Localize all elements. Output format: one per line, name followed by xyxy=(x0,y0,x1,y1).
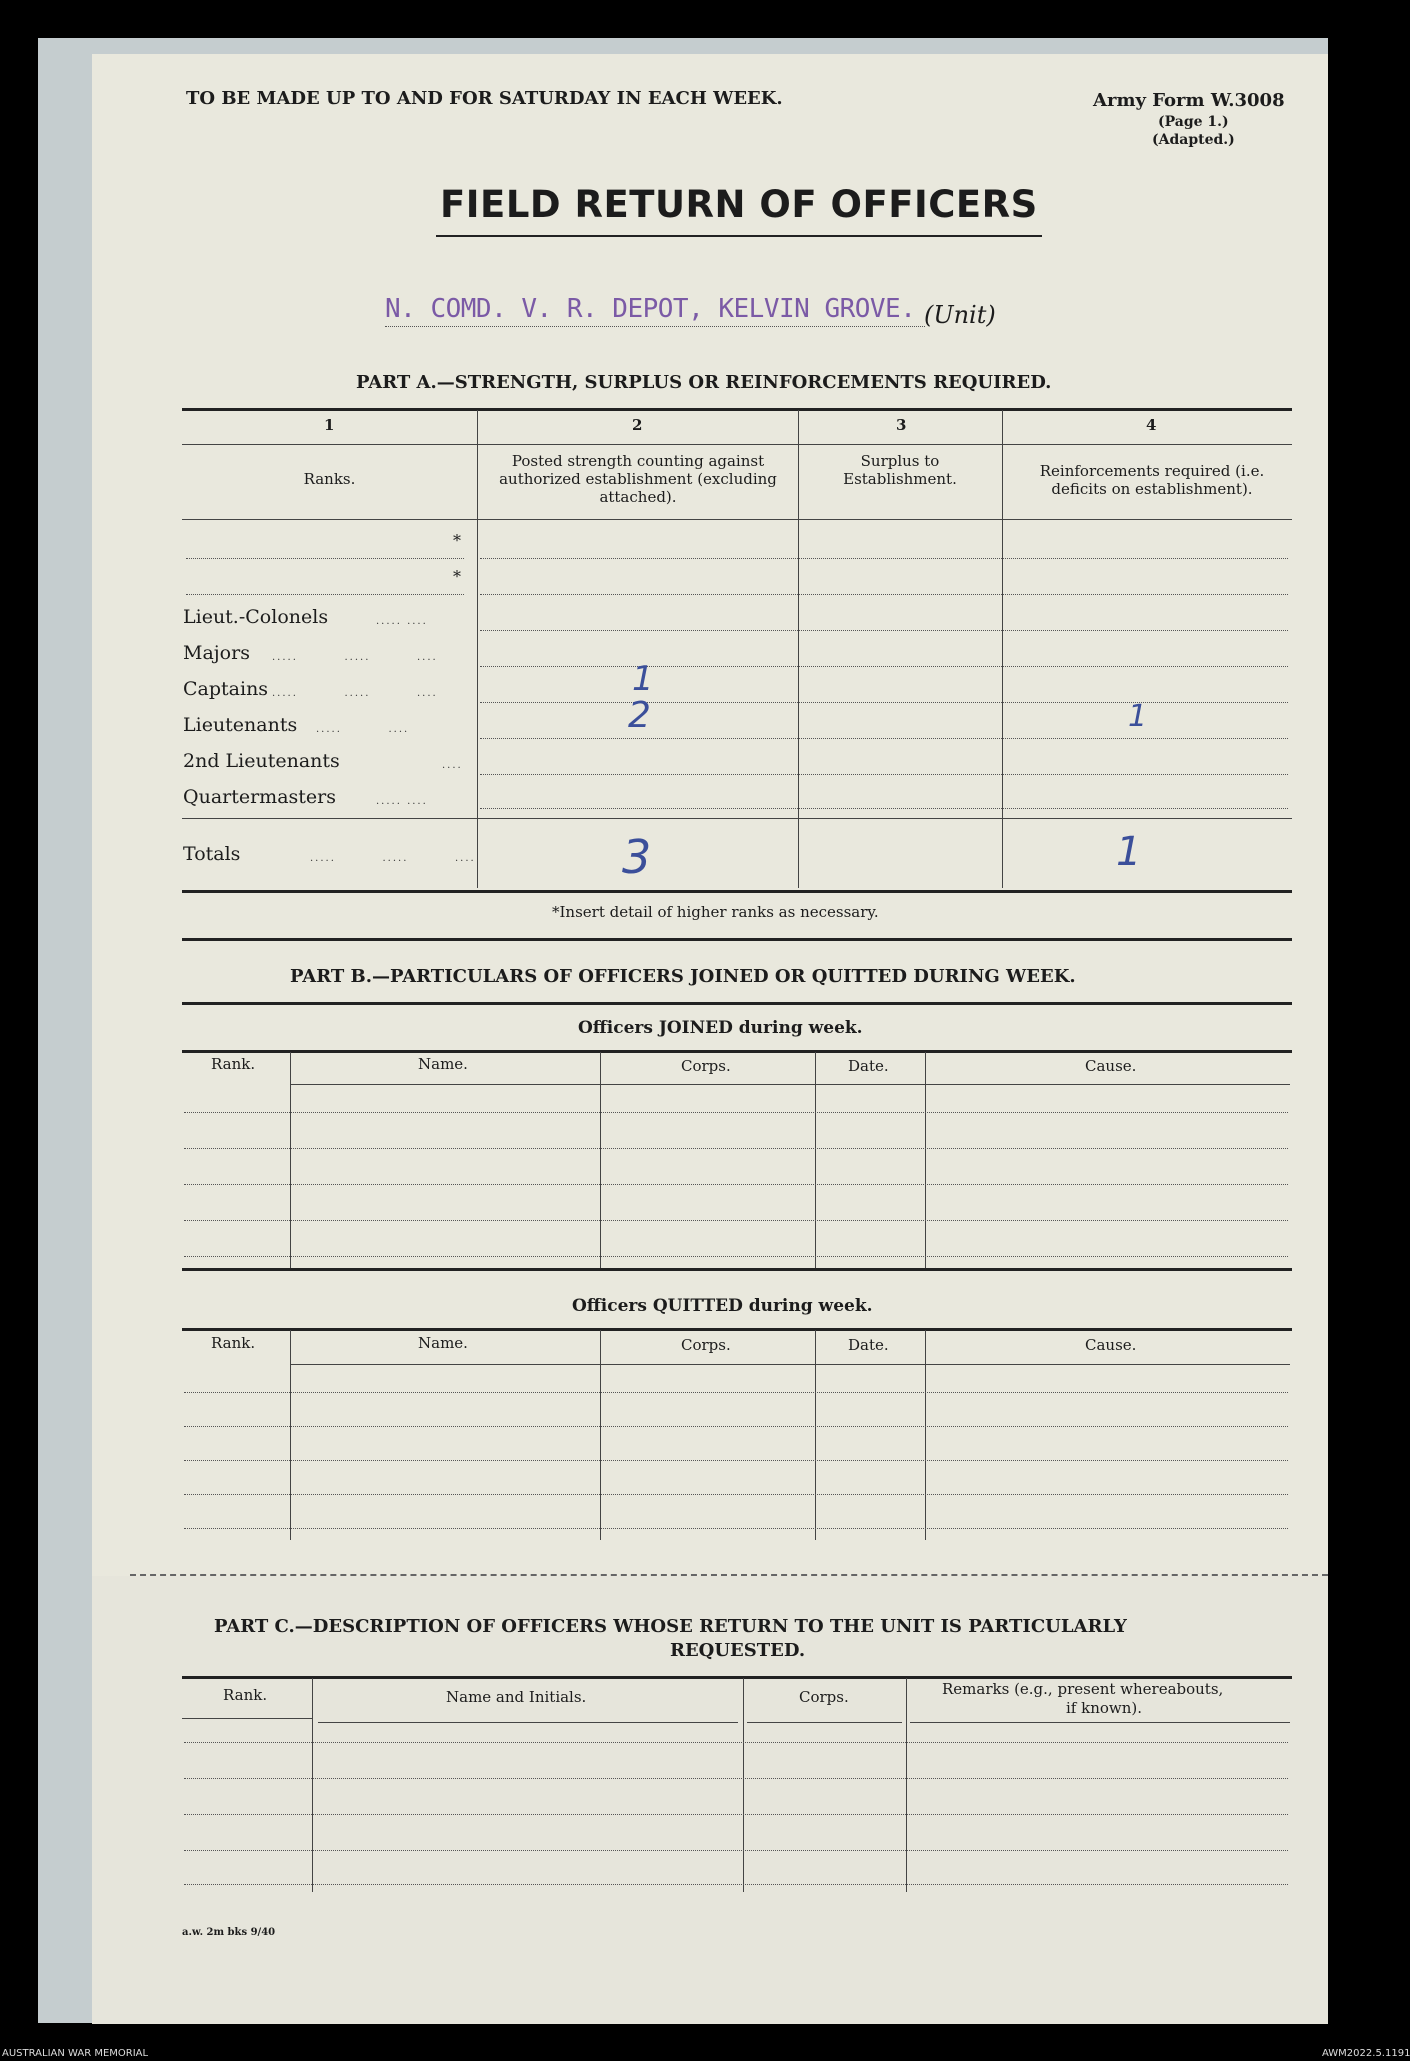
leader-dots: .... xyxy=(442,760,463,771)
col-number-4: 4 xyxy=(1146,416,1157,434)
part-c-header-rule xyxy=(910,1722,1290,1723)
star-row-line-2 xyxy=(186,594,464,595)
captains-posted: 1 xyxy=(632,659,654,699)
joined-col-date: Date. xyxy=(848,1057,889,1075)
col-number-1: 1 xyxy=(324,416,335,434)
part-b-top-rule xyxy=(182,1002,1292,1005)
part-a-top-rule xyxy=(182,408,1292,411)
unit-label: (Unit) xyxy=(924,301,996,329)
form-adapted: (Adapted.) xyxy=(1152,132,1235,148)
leader-dots: ..... ..... .... xyxy=(272,652,438,663)
part-c-heading-line2: REQUESTED. xyxy=(670,1640,806,1661)
joined-heading: Officers JOINED during week. xyxy=(578,1018,863,1038)
joined-col-name: Name. xyxy=(418,1055,468,1073)
grid-line-1 xyxy=(480,558,1288,559)
lieutenants-reinforcements: 1 xyxy=(1128,699,1148,734)
rank-label: Lieut.-Colonels xyxy=(183,606,329,628)
form-number: Army Form W.3008 xyxy=(1093,90,1285,111)
rank-label: Captains xyxy=(183,678,269,700)
rank-label: Majors xyxy=(183,642,250,664)
grid-line-7 xyxy=(480,774,1288,775)
quitted-line xyxy=(184,1392,1288,1393)
leader-dots: ..... .... xyxy=(376,616,428,627)
part-a-footnote: *Insert detail of higher ranks as necessary. xyxy=(552,903,879,921)
totals-rule xyxy=(182,818,1292,819)
part-c-line xyxy=(184,1814,1288,1815)
page-title: FIELD RETURN OF OFFICERS xyxy=(440,183,1038,226)
rank-label: Quartermasters xyxy=(183,786,336,808)
part-a-heading: PART A.—STRENGTH, SURPLUS OR REINFORCEMENTS REQUIRED. xyxy=(356,372,1052,393)
quitted-col-cause: Cause. xyxy=(1085,1336,1137,1354)
totals-posted: 3 xyxy=(622,830,652,884)
part-a-header-rule xyxy=(182,519,1292,520)
unit-dotted-line xyxy=(385,326,925,327)
joined-line xyxy=(184,1256,1288,1257)
star-row-line-1 xyxy=(186,558,464,559)
part-c-line xyxy=(184,1778,1288,1779)
joined-col-cause: Cause. xyxy=(1085,1057,1137,1075)
part-c-top-rule xyxy=(182,1676,1292,1679)
grid-line-2 xyxy=(480,594,1288,595)
quitted-line xyxy=(184,1426,1288,1427)
leader-dots: ..... .... xyxy=(376,796,428,807)
grid-line-8 xyxy=(480,808,1288,809)
part-a-col-divider-3 xyxy=(1002,410,1003,888)
joined-header-rule xyxy=(290,1084,1290,1085)
part-c-col-rank: Rank. xyxy=(223,1686,268,1704)
quitted-col-rank: Rank. xyxy=(211,1334,256,1352)
rank-label: 2nd Lieutenants xyxy=(183,750,340,772)
joined-line xyxy=(184,1148,1288,1149)
quitted-col-corps: Corps. xyxy=(681,1336,731,1354)
part-c-line xyxy=(184,1884,1288,1885)
col-header-ranks: Ranks. xyxy=(303,470,356,488)
instruction-text: TO BE MADE UP TO AND FOR SATURDAY IN EACH WEEK. xyxy=(186,88,783,109)
joined-bottom-rule xyxy=(182,1268,1292,1271)
quitted-divider-2 xyxy=(600,1330,601,1540)
quitted-col-name: Name. xyxy=(418,1334,468,1352)
part-c-header-rule xyxy=(318,1722,738,1723)
part-c-header-rule xyxy=(182,1718,312,1719)
quitted-divider-4 xyxy=(925,1330,926,1540)
col-number-2: 2 xyxy=(632,416,643,434)
leader-dots: ..... ..... .... xyxy=(272,688,438,699)
totals-label: Totals xyxy=(183,843,241,865)
leader-dots: ..... ..... .... xyxy=(310,853,476,864)
quitted-top-rule xyxy=(182,1328,1292,1331)
perforation-line xyxy=(130,1574,1328,1576)
col-header-posted: Posted strength counting against authorized establishment (excluding attached). xyxy=(499,452,777,506)
part-a-col-divider-1 xyxy=(477,410,478,888)
part-c-col-remarks-1: Remarks (e.g., present whereabouts, xyxy=(942,1680,1224,1698)
part-a-end-rule xyxy=(182,938,1292,941)
title-underline xyxy=(436,235,1042,237)
part-c-divider-2 xyxy=(743,1678,744,1892)
grid-line-4 xyxy=(480,666,1288,667)
joined-line xyxy=(184,1184,1288,1185)
grid-line-3 xyxy=(480,630,1288,631)
part-a-col-divider-2 xyxy=(798,410,799,888)
col-header-surplus: Surplus to Establishment. xyxy=(843,452,957,488)
lieutenants-posted: 2 xyxy=(628,695,651,736)
quitted-line xyxy=(184,1460,1288,1461)
quitted-line xyxy=(184,1528,1288,1529)
quitted-header-rule xyxy=(290,1364,1290,1365)
part-c-line xyxy=(184,1850,1288,1851)
printer-mark: a.w. 2m bks 9/40 xyxy=(182,1927,276,1938)
part-c-divider-3 xyxy=(906,1678,907,1892)
joined-top-rule xyxy=(182,1050,1292,1053)
part-c-line xyxy=(184,1742,1288,1743)
part-c-col-corps: Corps. xyxy=(799,1688,849,1706)
footer-credit: AUSTRALIAN WAR MEMORIAL xyxy=(2,2048,149,2059)
part-c-divider-1 xyxy=(312,1678,313,1892)
unit-stamp: N. COMD. V. R. DEPOT, KELVIN GROVE. xyxy=(385,294,916,324)
quitted-heading: Officers QUITTED during week. xyxy=(572,1296,873,1316)
quitted-divider-1 xyxy=(290,1330,291,1540)
joined-col-rank: Rank. xyxy=(211,1055,256,1073)
rank-label: Lieutenants xyxy=(183,714,298,736)
part-a-number-rule xyxy=(182,444,1292,445)
grid-line-6 xyxy=(480,738,1288,739)
quitted-divider-3 xyxy=(815,1330,816,1540)
quitted-line xyxy=(184,1494,1288,1495)
part-c-col-remarks-2: if known). xyxy=(1066,1699,1143,1717)
form-page: (Page 1.) xyxy=(1158,114,1229,130)
col-number-3: 3 xyxy=(896,416,907,434)
joined-col-corps: Corps. xyxy=(681,1057,731,1075)
footer-accession: AWM2022.5.1191 xyxy=(1322,2048,1410,2059)
grid-line-5 xyxy=(480,702,1288,703)
part-a-bottom-rule xyxy=(182,890,1292,893)
part-c-col-name: Name and Initials. xyxy=(446,1688,587,1706)
part-c-header-rule xyxy=(747,1722,902,1723)
part-c-heading-line1: PART C.—DESCRIPTION OF OFFICERS WHOSE RETURN TO THE UNIT IS PARTICULARLY xyxy=(214,1616,1127,1637)
joined-line xyxy=(184,1220,1288,1221)
col-header-reinforcements: Reinforcements required (i.e. deficits on establishment). xyxy=(1039,462,1265,498)
joined-line xyxy=(184,1112,1288,1113)
star-marker-1: * xyxy=(453,531,461,550)
leader-dots: ..... .... xyxy=(316,724,410,735)
totals-reinforcements: 1 xyxy=(1116,829,1142,875)
star-marker-2: * xyxy=(453,567,461,586)
quitted-col-date: Date. xyxy=(848,1336,889,1354)
part-b-heading: PART B.—PARTICULARS OF OFFICERS JOINED OR QUITTED DURING WEEK. xyxy=(290,966,1076,987)
